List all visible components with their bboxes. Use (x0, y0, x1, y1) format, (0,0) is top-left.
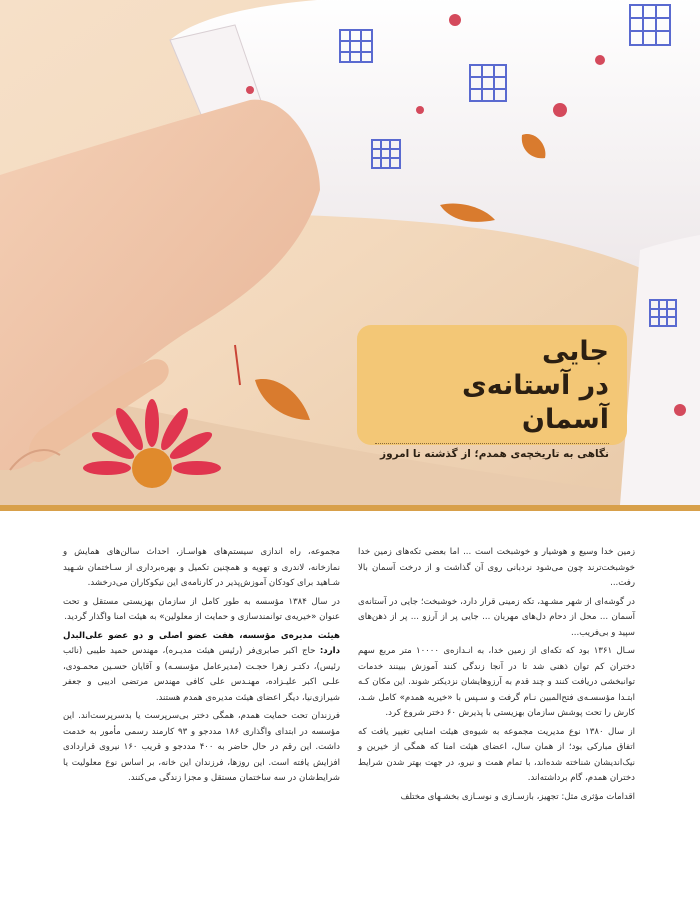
title-divider (375, 443, 609, 444)
paragraph (63, 629, 340, 707)
section-rule (0, 505, 700, 511)
board-heading: هیئت مدیره‌ی مؤسسه، هفت عضو اصلی و دو عضو علی‌البدل دارد: (63, 630, 340, 656)
paragraph: فرزندان تحت حمایت همدم، همگی دختر بی‌سرپرست یا بدسرپرست‌اند. این مؤسسه در ابتدای واگذاری ۱۸۶ مددجو و ۹۳ کارمند رسمی مأمور به خدمت داشت. این رقم در حال حاضر به ۴۰۰ مددجو و قریب ۱۶۰ نیروی قراردادی افزایش یافته است. این روزها، فرزندان این خانه، بر اساس نوع معلولیت یا شرایط‌شان در سه ساختمان مستقل و مجزا زندگی می‌کنند. (63, 711, 340, 783)
title-line-1: جایی (541, 336, 609, 367)
paragraph: در گوشه‌ای از شهر مشـهد، تکه زمینی قرار دارد، خوشبخت؛ جایی در آستانه‌ی آسمان ... محل از دحام دل‌های مهربان ... جایی پر از آرزو ... پر از ذهن‌های سپید و بی‌فریب... (358, 596, 635, 638)
article-column-left (63, 545, 340, 790)
paragraph: از سال ۱۳۸۰ نوع مدیریت مجموعه به شیوه‌ی هیئت امنایی تغییر یافت که اتفاق مبارکی بود؛ از همان سال، اعضای هیئت امنا که همگی از خیرین و نیک‌اندیشان شناخته شده‌اند، با تمام همت و نیرو، در جهت بهتر شدن شرایط دختران همدم، گام برداشته‌اند. (358, 726, 635, 783)
board-members: حاج اکبر صابری‌فر (رئیس هیئت مدیـره)، مهندس حمید طیبی (نائب رئیس)، دکتـر زهرا حجـت (مدیرعامل مؤسسـه) و آقایان حسـین محمـودی، علـی اکبر علیـزاده، مهنـدس علی کافی مهندس مرتضی ادیبی و جعفر شیرازی‌نیا، دیگر اعضای هیئت مدیره‌ی همدم هستند. (63, 646, 340, 703)
paragraph: در سال ۱۳۸۴ مؤسسه به طور کامل از سازمان بهزیستی مستقل و تحت عنوان «خیریه‌ی توانمندسازی و حمایت از معلولین» به هیئت امنا واگذار گردید. (63, 596, 340, 622)
title-box (357, 325, 627, 460)
subtitle: نگاهی به تاریخچه‌ی همدم؛ از گذشته تا امروز (380, 448, 609, 460)
paragraph: اقدامات مؤثری مثل: تجهیز، بازسـازی و نوسـازی بخشـهای مختلف (400, 791, 635, 802)
article-column-right (358, 545, 635, 808)
paragraph: سـال ۱۳۶۱ بود که تکه‌ای از زمین خدا، به انـدازه‌ی ۱۰۰۰۰ متر مربع سهم دختران کم توان ذهنی شد تا در آنجا زندگی کنند آموزش ببینند خدمات توانبخشی دریافت کنند و چند قدم به آرزوهایشان نزدیکتر شوند. این مکان کـه ابتـدا مؤسسـه‌ی فتح‌المبین نـام گرفت و سـپس با «خیریه همدم» کامل شـد، کارش را تحت پوشش سازمان بهزیستی با پذیرش ۶۰ دختر شروع کرد. (358, 646, 636, 718)
paragraph: مجموعه، راه اندازی سیستم‌های هواسـاز، احداث سالن‌های همایش و نمازخانه، لاندری و تهویه و همچنین تکمیل و بهره‌برداری از سـاختمان شـهید شـاهید برای کودکان آموزش‌پذیر در کارنامه‌ی این نیکوکاران می‌درخشد. (63, 547, 340, 588)
title-line-2: در آستانه‌ی آسمان (461, 370, 609, 435)
paragraph: زمین خدا وسیع و هوشیار و خوشبخت است ... اما بعضی تکه‌های زمین خدا خوشبخت‌ترند چون می‌شود نردبانی روی آن گذاشت و از درخت آسمان بالا رفت... (358, 547, 635, 588)
